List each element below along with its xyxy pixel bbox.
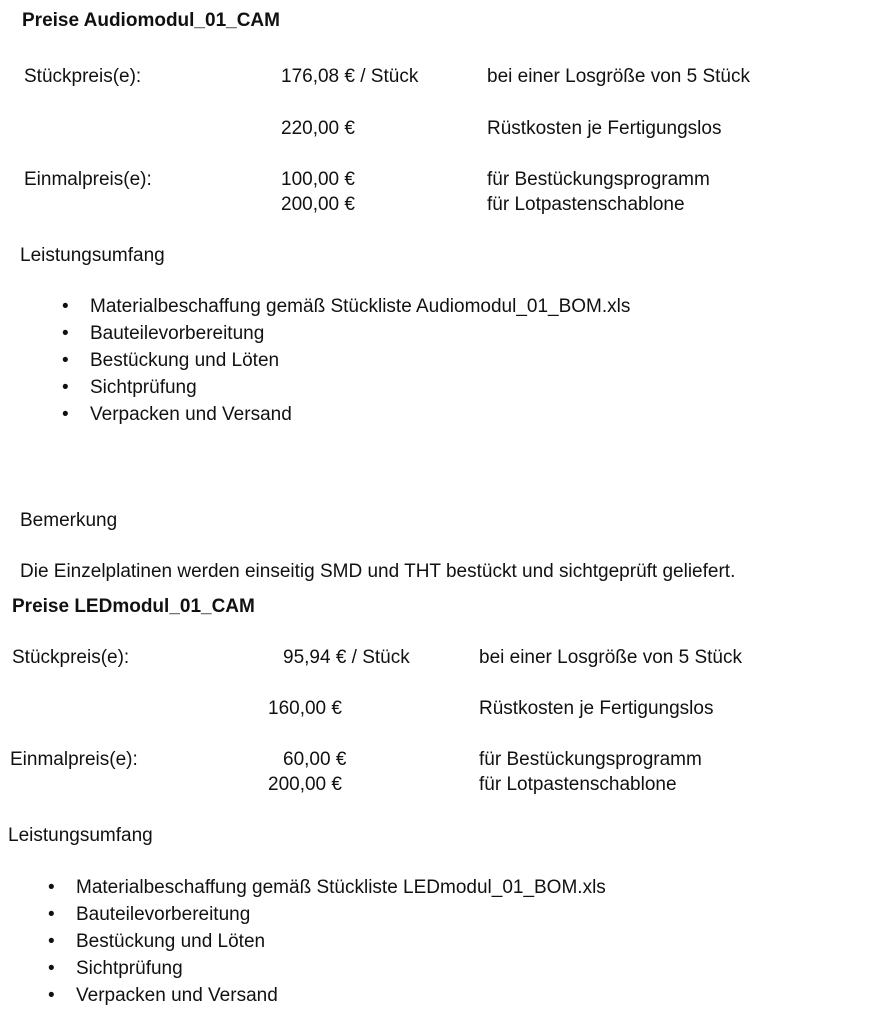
section1-unit-price-note: bei einer Losgröße von 5 Stück bbox=[487, 66, 750, 87]
bullet-icon: • bbox=[62, 377, 69, 398]
section1-onetime-value-1: 100,00 € bbox=[281, 169, 355, 190]
scope-item-text: Bauteilevorbereitung bbox=[76, 904, 251, 925]
section1-title: Preise Audiomodul_01_CAM bbox=[22, 10, 280, 31]
scope-item-text: Sichtprüfung bbox=[90, 377, 197, 398]
bullet-icon: • bbox=[48, 958, 55, 979]
section1-unit-price-label: Stückpreis(e): bbox=[24, 66, 142, 87]
section2-onetime-label: Einmalpreis(e): bbox=[10, 749, 138, 770]
bullet-icon: • bbox=[48, 904, 55, 925]
section1-onetime-value-2: 200,00 € bbox=[281, 194, 355, 215]
section2-onetime-value-2: 200,00 € bbox=[268, 774, 342, 795]
section1-onetime-note-2: für Lotpastenschablone bbox=[487, 194, 685, 215]
bullet-icon: • bbox=[62, 404, 69, 425]
section1-scope-item bbox=[62, 323, 264, 345]
section1-setup-note: Rüstkosten je Fertigungslos bbox=[487, 118, 722, 139]
scope-item-text: Bauteilevorbereitung bbox=[90, 323, 265, 344]
section1-scope-item bbox=[62, 377, 197, 399]
scope-item-text: Bestückung und Löten bbox=[76, 931, 266, 952]
section1-scope-item bbox=[62, 404, 292, 426]
section1-scope-label: Leistungsumfang bbox=[20, 245, 165, 266]
scope-item-text: Materialbeschaffung gemäß Stückliste LEDmodul_01_BOM.xls bbox=[76, 877, 606, 898]
section2-scope-label: Leistungsumfang bbox=[8, 825, 153, 846]
section2-scope-item bbox=[48, 904, 250, 926]
scope-item-text: Verpacken und Versand bbox=[76, 985, 278, 1006]
section1-onetime-label: Einmalpreis(e): bbox=[24, 169, 152, 190]
section1-onetime-note-1: für Bestückungsprogramm bbox=[487, 169, 710, 190]
section2-onetime-note-2: für Lotpastenschablone bbox=[479, 774, 677, 795]
bullet-icon: • bbox=[48, 931, 55, 952]
scope-item-text: Bestückung und Löten bbox=[90, 350, 280, 371]
section2-unit-price-note: bei einer Losgröße von 5 Stück bbox=[479, 647, 742, 668]
section1-scope-item bbox=[62, 296, 630, 318]
section2-onetime-note-1: für Bestückungsprogramm bbox=[479, 749, 702, 770]
section1-scope-item bbox=[62, 350, 279, 372]
scope-item-text: Materialbeschaffung gemäß Stückliste Audiomodul_01_BOM.xls bbox=[90, 296, 631, 317]
section2-onetime-value-1: 60,00 € bbox=[283, 749, 347, 770]
section2-unit-price-label: Stückpreis(e): bbox=[12, 647, 130, 668]
section1-unit-price-value: 176,08 € / Stück bbox=[281, 66, 419, 87]
scope-item-text: Verpacken und Versand bbox=[90, 404, 292, 425]
section2-scope-item bbox=[48, 958, 183, 980]
section1-remark-text: Die Einzelplatinen werden einseitig SMD und THT bestückt und sichtgeprüft geliefert. bbox=[20, 561, 736, 582]
section2-scope-item bbox=[48, 931, 265, 953]
section2-setup-value: 160,00 € bbox=[268, 698, 342, 719]
section1-remark-label: Bemerkung bbox=[20, 510, 118, 531]
section2-scope-item bbox=[48, 877, 606, 899]
section2-setup-note: Rüstkosten je Fertigungslos bbox=[479, 698, 714, 719]
bullet-icon: • bbox=[48, 985, 55, 1006]
section1-setup-value: 220,00 € bbox=[281, 118, 355, 139]
bullet-icon: • bbox=[62, 350, 69, 371]
bullet-icon: • bbox=[62, 296, 69, 317]
section2-scope-item bbox=[48, 985, 278, 1007]
bullet-icon: • bbox=[48, 877, 55, 898]
section2-title: Preise LEDmodul_01_CAM bbox=[12, 596, 255, 617]
bullet-icon: • bbox=[62, 323, 69, 344]
scope-item-text: Sichtprüfung bbox=[76, 958, 183, 979]
section2-unit-price-value: 95,94 € / Stück bbox=[283, 647, 410, 668]
